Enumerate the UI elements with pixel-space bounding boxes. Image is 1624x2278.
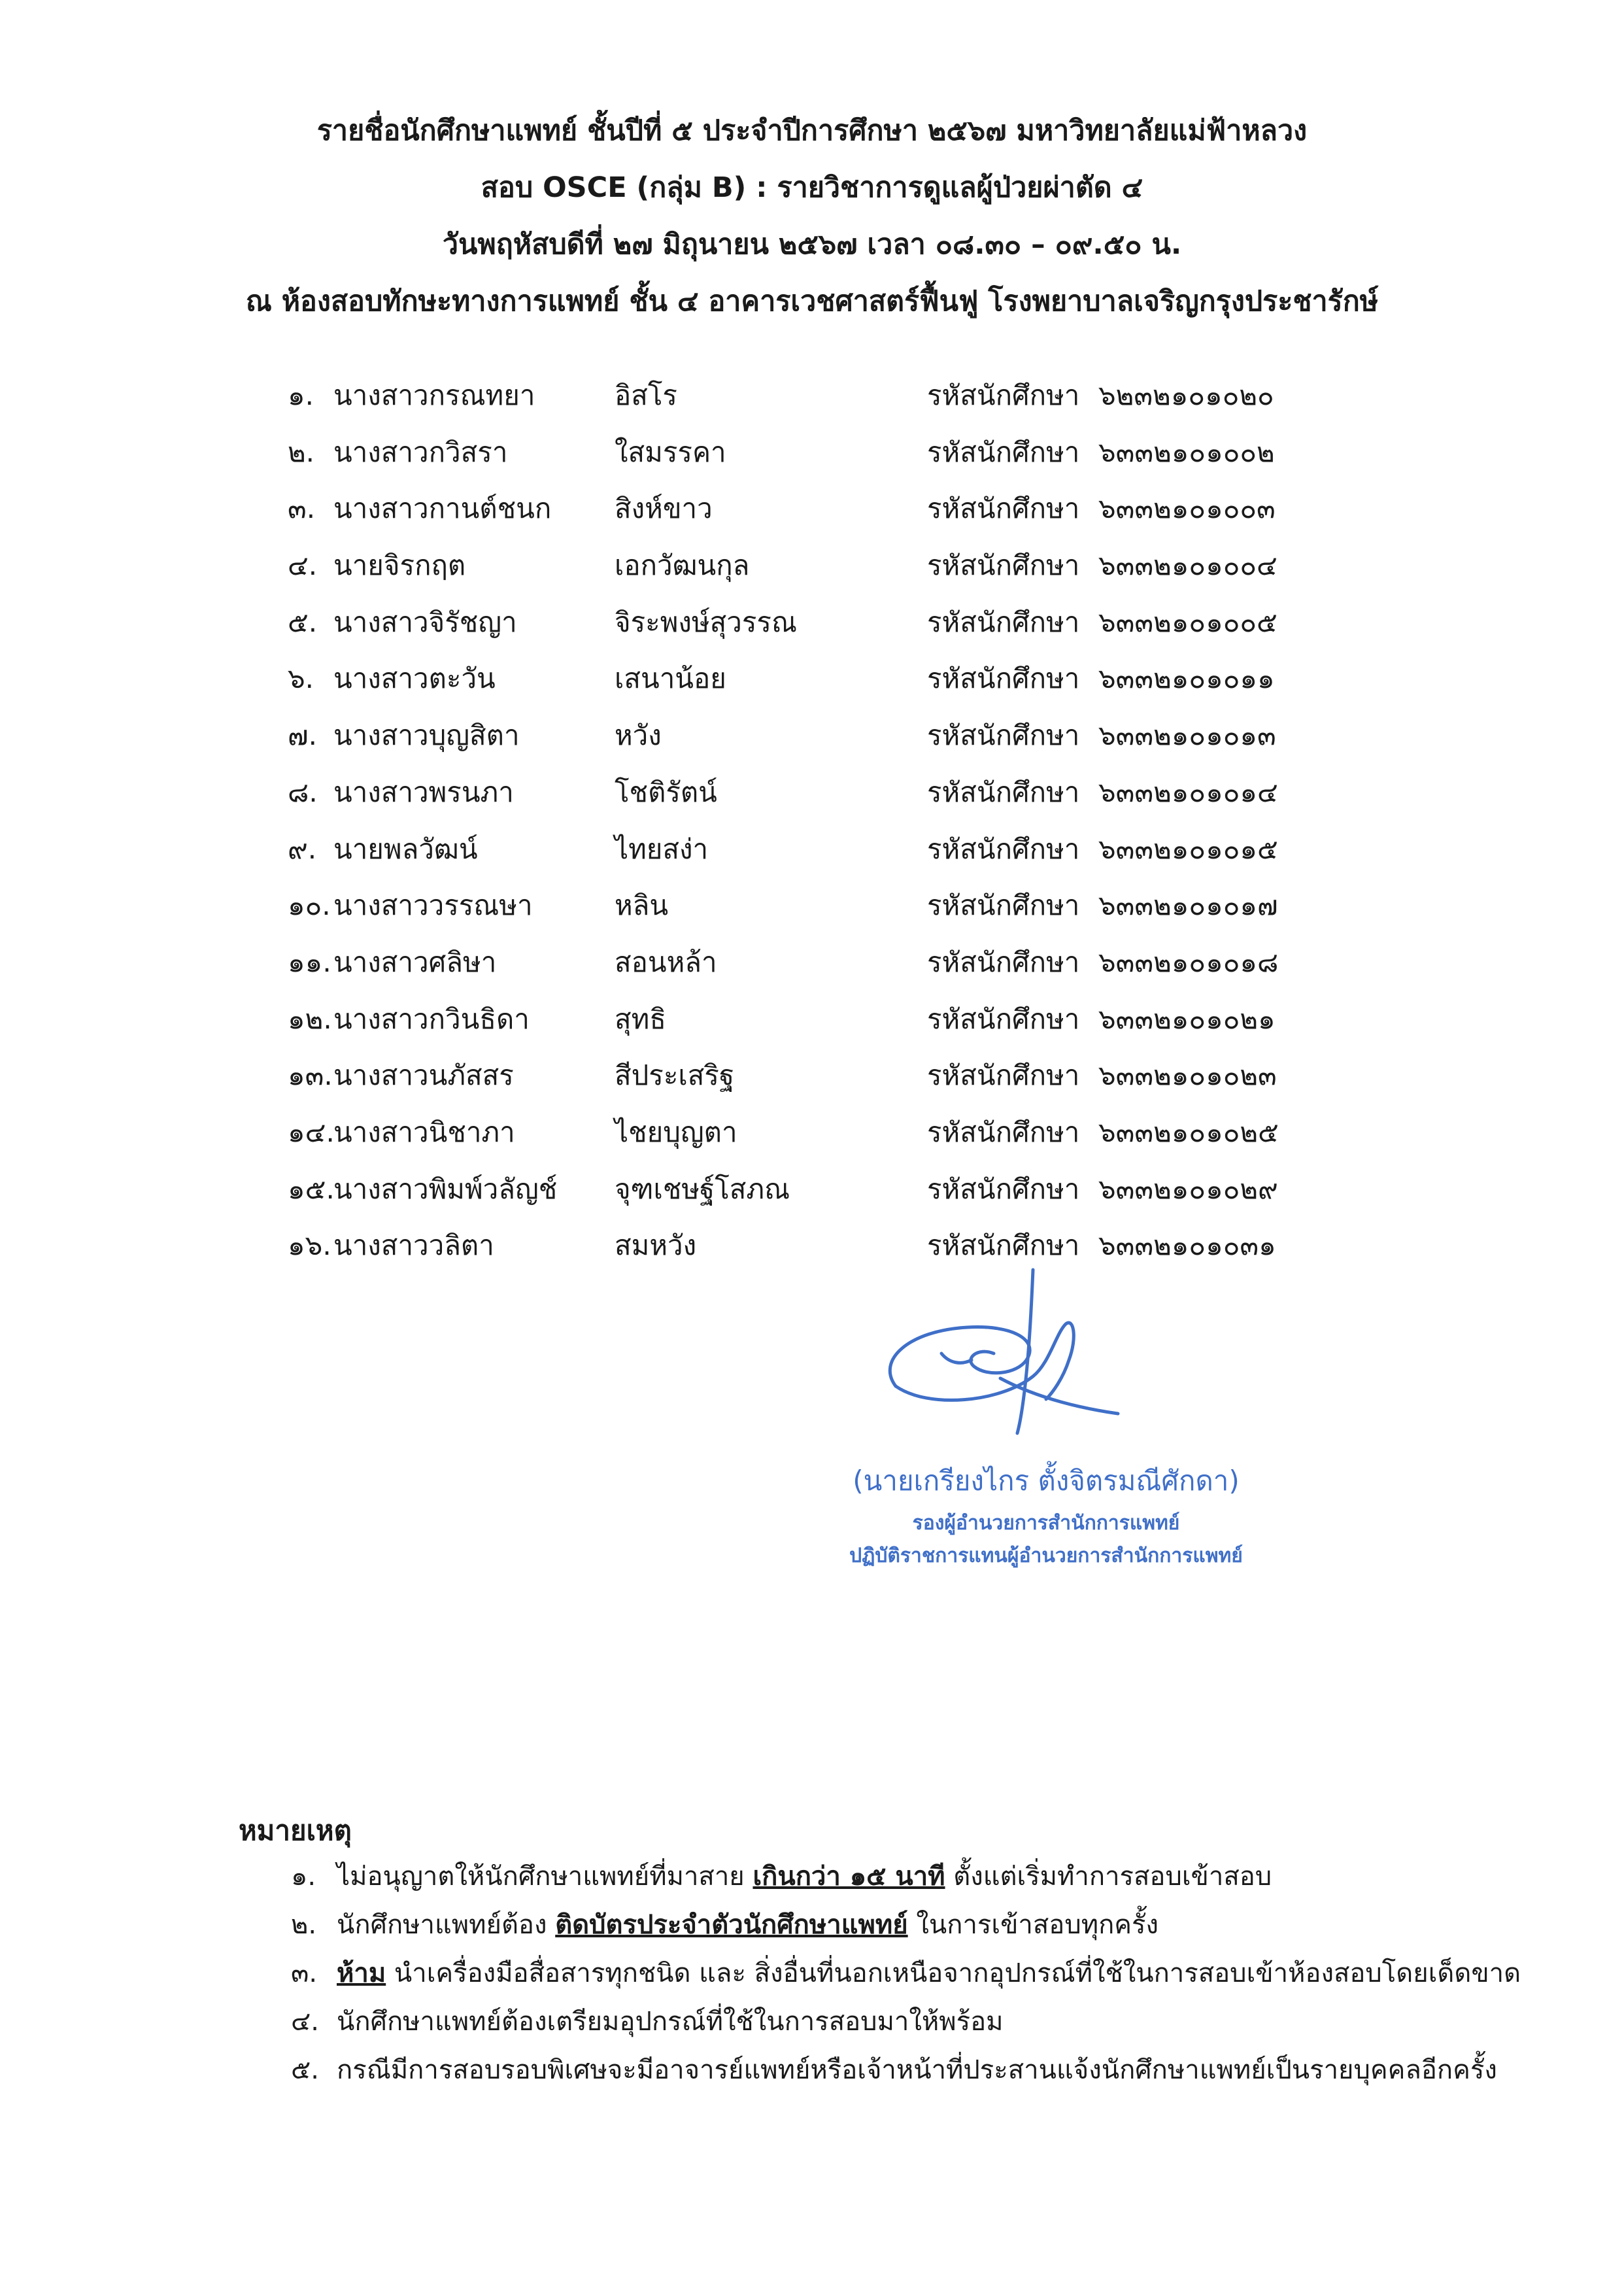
student-row bbox=[288, 1173, 1399, 1230]
student-first-name: นางสาวกวินธิดา bbox=[333, 1002, 530, 1035]
student-number: ๕. bbox=[288, 605, 318, 638]
remark-item bbox=[239, 2054, 1520, 2102]
remark-number: ๔. bbox=[291, 2007, 319, 2037]
student-id: ๖๓๓๒๑๐๑๐๑๕ bbox=[1098, 832, 1278, 865]
student-first-name: นางสาวกานต์ชนก bbox=[333, 492, 552, 525]
student-last-name: จุฑเชษฐ์โสภณ bbox=[615, 1172, 790, 1205]
document-header bbox=[0, 114, 1624, 342]
student-first-name: นางสาวกรณทยา bbox=[333, 379, 535, 411]
student-first-name: นายจิรกฤต bbox=[333, 549, 466, 582]
student-id: ๖๓๓๒๑๐๑๐๑๔ bbox=[1098, 775, 1278, 808]
student-id: ๖๓๓๒๑๐๑๐๑๗ bbox=[1098, 889, 1278, 922]
student-first-name: นางสาวนภัสสร bbox=[333, 1059, 514, 1092]
student-id: ๖๓๓๒๑๐๑๐๑๑ bbox=[1098, 662, 1275, 695]
remark-text-pre: ไม่อนุญาตให้นักศึกษาแพทย์ที่มาสาย bbox=[337, 1862, 753, 1892]
student-last-name: เสนาน้อย bbox=[615, 662, 726, 695]
remark-item bbox=[239, 1957, 1520, 2005]
remark-text-pre: นักศึกษาแพทย์ต้องเตรียมอุปกรณ์ที่ใช้ในการสอบมาให้พร้อม bbox=[337, 2007, 1004, 2037]
student-id: ๖๓๓๒๑๐๑๐๐๓ bbox=[1098, 492, 1276, 525]
student-number: ๑๕. bbox=[288, 1172, 335, 1205]
header-line-3: วันพฤหัสบดีที่ ๒๗ มิถุนายน ๒๕๖๗ เวลา ๐๘.๓๐ – ๐๙.๕๐ น. bbox=[442, 228, 1182, 261]
student-row bbox=[288, 379, 1399, 436]
student-first-name: นางสาวนิชาภา bbox=[333, 1115, 515, 1148]
remark-item bbox=[239, 2005, 1520, 2054]
remark-text-post: ในการเข้าสอบทุกครั้ง bbox=[907, 1910, 1159, 1940]
student-id-label: รหัสนักศึกษา bbox=[927, 1002, 1080, 1035]
student-row bbox=[288, 662, 1399, 719]
remark-number: ๑. bbox=[291, 1862, 316, 1892]
remark-number: ๒. bbox=[291, 1910, 317, 1940]
student-id-label: รหัสนักศึกษา bbox=[927, 435, 1080, 468]
student-id: ๖๓๓๒๑๐๑๐๒๙ bbox=[1098, 1172, 1278, 1205]
student-id-label: รหัสนักศึกษา bbox=[927, 832, 1080, 865]
remarks-list bbox=[239, 1860, 1520, 2102]
student-number: ๑๖. bbox=[288, 1229, 331, 1262]
student-first-name: นางสาวกวิสรา bbox=[333, 435, 508, 468]
student-id-label: รหัสนักศึกษา bbox=[927, 605, 1080, 638]
remark-text bbox=[337, 2005, 1004, 2038]
student-last-name: หลิน bbox=[615, 889, 669, 922]
student-id-label: รหัสนักศึกษา bbox=[927, 889, 1080, 922]
remark-text-pre: นักศึกษาแพทย์ต้อง bbox=[337, 1910, 556, 1940]
remark-text-pre: กรณีมีการสอบรอบพิเศษจะมีอาจารย์แพทย์หรือเจ้าหน้าที่ประสานแจ้งนักศึกษาแพทย์เป็นรายบุคคลอีกครั้ง bbox=[337, 2055, 1497, 2085]
remark-text bbox=[337, 1860, 1272, 1893]
student-number: ๒. bbox=[288, 435, 315, 468]
student-first-name: นางสาววรรณษา bbox=[333, 889, 533, 922]
student-id: ๖๓๓๒๑๐๑๐๓๑ bbox=[1098, 1229, 1276, 1262]
student-row bbox=[288, 776, 1399, 833]
student-first-name: นางสาวพรนภา bbox=[333, 775, 514, 808]
student-first-name: นางสาววลิตา bbox=[333, 1229, 494, 1262]
student-number: ๑๔. bbox=[288, 1115, 335, 1148]
student-id: ๖๓๓๒๑๐๑๐๐๒ bbox=[1098, 435, 1275, 468]
student-id-label: รหัสนักศึกษา bbox=[927, 775, 1080, 808]
student-last-name: ไทยสง่า bbox=[615, 832, 709, 865]
signatory-title: รองผู้อำนวยการสำนักการแพทย์ bbox=[912, 1512, 1180, 1535]
student-id-label: รหัสนักศึกษา bbox=[927, 945, 1080, 978]
student-id-label: รหัสนักศึกษา bbox=[927, 719, 1080, 752]
student-row bbox=[288, 1059, 1399, 1116]
student-id-label: รหัสนักศึกษา bbox=[927, 379, 1080, 411]
remark-text-post: นำเครื่องมือสื่อสารทุกชนิด และ สิ่งอื่นที่นอกเหนือจากอุปกรณ์ที่ใช้ในการสอบเข้าห้องสอบโดยเด็ดขาด bbox=[386, 1958, 1521, 1988]
header-line-2: สอบ OSCE (กลุ่ม B) : รายวิชาการดูแลผู้ป่วยผ่าตัด ๔ bbox=[481, 171, 1143, 204]
remark-text bbox=[337, 2054, 1497, 2086]
student-last-name: สุทธิ bbox=[615, 1002, 666, 1035]
header-line-4: ณ ห้องสอบทักษะทางการแพทย์ ชั้น ๔ อาคารเวชศาสตร์ฟื้นฟู โรงพยาบาลเจริญกรุงประชารักษ์ bbox=[245, 285, 1379, 318]
student-id-label: รหัสนักศึกษา bbox=[927, 1059, 1080, 1092]
remark-number: ๓. bbox=[291, 1958, 318, 1988]
remark-text-post: ตั้งแต่เริ่มทำการสอบเข้าสอบ bbox=[945, 1862, 1272, 1892]
student-row bbox=[288, 946, 1399, 1003]
student-id-label: รหัสนักศึกษา bbox=[927, 1172, 1080, 1205]
student-id: ๖๒๓๒๑๐๑๐๒๐ bbox=[1098, 379, 1274, 411]
signature-image bbox=[870, 1262, 1144, 1465]
student-last-name: โชติรัตน์ bbox=[615, 775, 717, 808]
remark-item bbox=[239, 1909, 1520, 1957]
student-last-name: สมหวัง bbox=[615, 1229, 697, 1262]
student-number: ๗. bbox=[288, 719, 317, 752]
student-number: ๑๒. bbox=[288, 1002, 332, 1035]
student-number: ๑๓. bbox=[288, 1059, 333, 1092]
student-row bbox=[288, 833, 1399, 890]
student-id: ๖๓๓๒๑๐๑๐๑๘ bbox=[1098, 945, 1279, 978]
remark-text-emphasis: เกินกว่า ๑๕ นาที bbox=[753, 1862, 945, 1892]
student-number: ๑๐. bbox=[288, 889, 331, 922]
student-id: ๖๓๓๒๑๐๑๐๒๕ bbox=[1098, 1115, 1279, 1148]
student-row bbox=[288, 719, 1399, 776]
student-first-name: นายพลวัฒน์ bbox=[333, 832, 478, 865]
student-last-name: จิระพงษ์สุวรรณ bbox=[615, 605, 797, 638]
student-id: ๖๓๓๒๑๐๑๐๐๕ bbox=[1098, 605, 1277, 638]
student-number: ๑. bbox=[288, 379, 314, 411]
remark-number: ๕. bbox=[291, 2055, 319, 2085]
student-row bbox=[288, 436, 1399, 493]
remark-text bbox=[337, 1957, 1521, 1990]
student-number: ๖. bbox=[288, 662, 314, 695]
student-last-name: สีประเสริฐ bbox=[615, 1059, 735, 1092]
student-id-label: รหัสนักศึกษา bbox=[927, 549, 1080, 582]
student-row bbox=[288, 492, 1399, 549]
student-last-name: สอนหล้า bbox=[615, 945, 717, 978]
student-first-name: นางสาวตะวัน bbox=[333, 662, 496, 695]
header-line-1: รายชื่อนักศึกษาแพทย์ ชั้นปีที่ ๕ ประจำปีการศึกษา ๒๕๖๗ มหาวิทยาลัยแม่ฟ้าหลวง bbox=[316, 114, 1308, 147]
remark-text-emphasis: ติดบัตรประจำตัวนักศึกษาแพทย์ bbox=[555, 1910, 908, 1940]
student-first-name: นางสาวบุญสิตา bbox=[333, 719, 520, 752]
student-row bbox=[288, 1116, 1399, 1173]
student-id-label: รหัสนักศึกษา bbox=[927, 492, 1080, 525]
student-first-name: นางสาวศลิษา bbox=[333, 945, 497, 978]
student-id: ๖๓๓๒๑๐๑๐๐๔ bbox=[1098, 549, 1277, 582]
student-list bbox=[288, 379, 1399, 1286]
signatory-name: (นายเกรียงไกร ตั้งจิตรมณีศักดา) bbox=[853, 1465, 1240, 1497]
student-last-name: ไชยบุญตา bbox=[615, 1115, 737, 1148]
student-number: ๙. bbox=[288, 832, 317, 865]
student-last-name: ใสมรรคา bbox=[615, 435, 726, 468]
student-last-name: สิงห์ขาว bbox=[615, 492, 713, 525]
remarks-title: หมายเหตุ bbox=[239, 1814, 352, 1846]
student-id: ๖๓๓๒๑๐๑๐๑๓ bbox=[1098, 719, 1276, 752]
student-first-name: นางสาวพิมพ์วลัญช์ bbox=[333, 1172, 558, 1205]
remarks-section bbox=[239, 1814, 1520, 2102]
student-number: ๔. bbox=[288, 549, 318, 582]
student-id: ๖๓๓๒๑๐๑๐๒๓ bbox=[1098, 1059, 1277, 1092]
remark-item bbox=[239, 1860, 1520, 1909]
signature-block bbox=[771, 1262, 1321, 1602]
student-id-label: รหัสนักศึกษา bbox=[927, 1229, 1080, 1262]
student-last-name: อิสโร bbox=[615, 379, 677, 411]
student-number: ๓. bbox=[288, 492, 316, 525]
student-first-name: นางสาวจิรัชญา bbox=[333, 605, 517, 638]
student-id: ๖๓๓๒๑๐๑๐๒๑ bbox=[1098, 1002, 1276, 1035]
student-number: ๘. bbox=[288, 775, 318, 808]
student-row bbox=[288, 889, 1399, 946]
student-number: ๑๑. bbox=[288, 945, 331, 978]
remark-text bbox=[337, 1909, 1159, 1941]
student-id-label: รหัสนักศึกษา bbox=[927, 662, 1080, 695]
student-last-name: เอกวัฒนกุล bbox=[615, 549, 750, 582]
student-last-name: หวัง bbox=[615, 719, 662, 752]
student-id-label: รหัสนักศึกษา bbox=[927, 1115, 1080, 1148]
signatory-acting-title: ปฏิบัติราชการแทนผู้อำนวยการสำนักการแพทย์ bbox=[849, 1544, 1243, 1567]
remark-text-emphasis: ห้าม bbox=[337, 1958, 386, 1988]
student-row bbox=[288, 1003, 1399, 1060]
student-row bbox=[288, 549, 1399, 606]
student-row bbox=[288, 606, 1399, 663]
